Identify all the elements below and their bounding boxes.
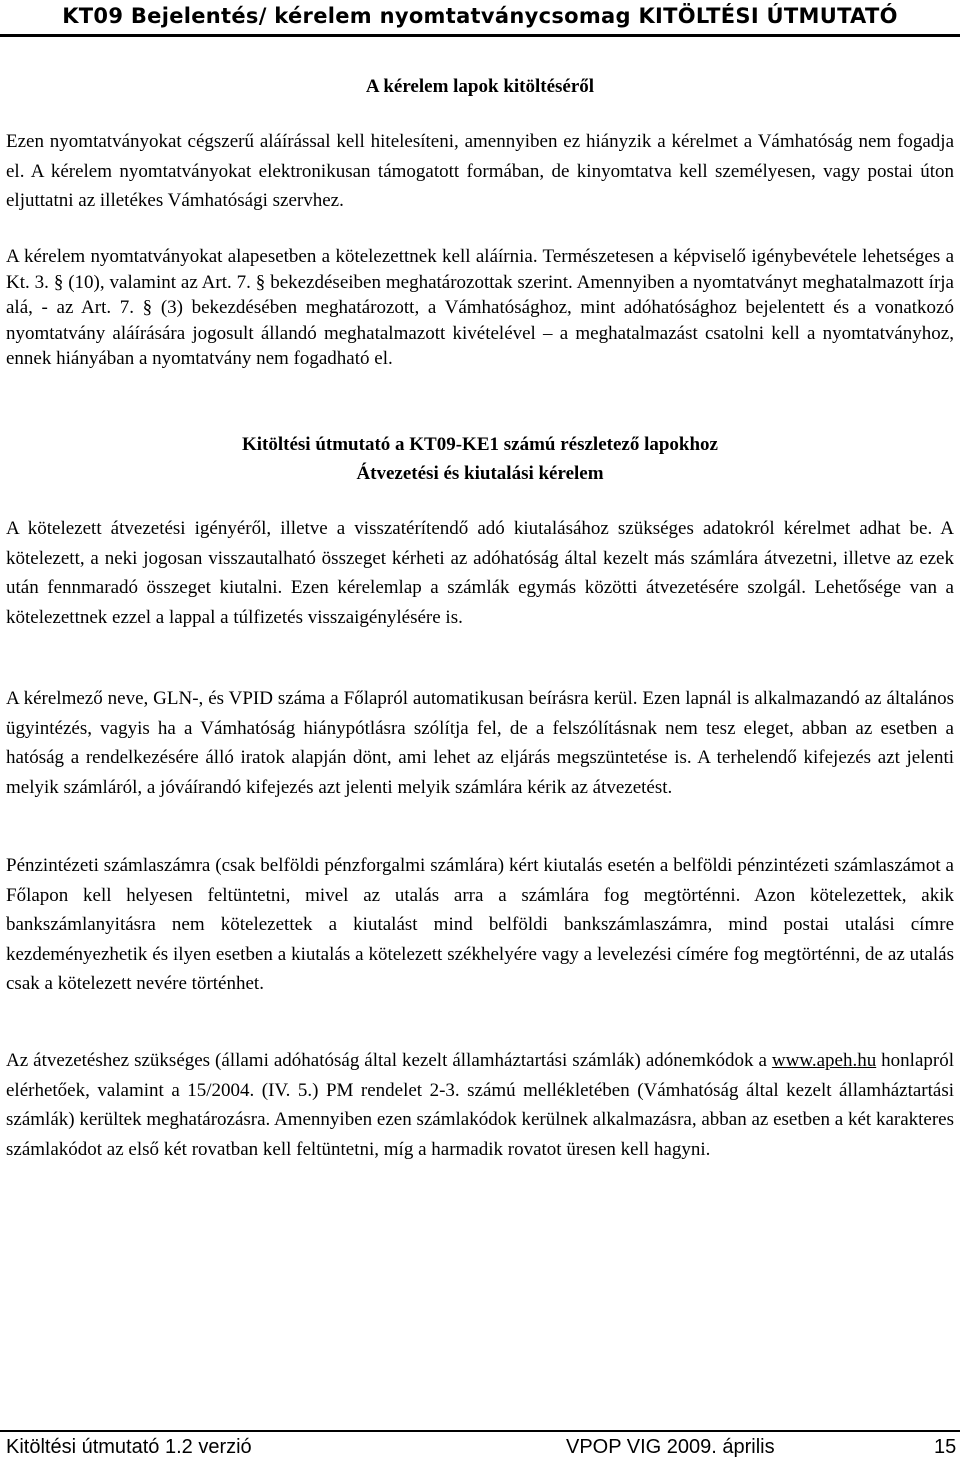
footer-date: VPOP VIG 2009. április xyxy=(566,1436,775,1458)
tax-codes-text-end: honlapról elérhetőek, valamint a 15/2004. (IV. 5.) PM rendelet 2-3. számú mellékletében (Vámhatóság által kezelt államháztartási számlák) kerültek meghatározásra. Amennyiben ezen számlakódok kerülnek alkalmazásra, abban az esetben a két karakteres számlakódot az első két rovatban kell feltüntetni, míg a harmadik rovatot üresen kell hagyni. xyxy=(6,1050,955,1160)
instructions-heading: Kitöltési útmutató a KT09-KE1 számú részletező lapokhoz xyxy=(241,434,718,455)
paragraph-signature-requirement: Ezen nyomtatványokat cégszerű aláírással kell hitelesíteni, amennyiben ez hiányzik a kérelmet a Vámhatóság nem fogadja el. A kérelem nyomtatványokat elektronikusan támogatott formában, de kinyomtatva kell személyesen, vagy postai úton eljuttatni az illetékes Vámhatósági szervhez. xyxy=(6,131,954,211)
footer-version: Kitöltési útmutató 1.2 verzió xyxy=(6,1436,252,1458)
footer-divider xyxy=(0,1430,960,1432)
document-header-title: KT09 Bejelentés/ kérelem nyomtatványcsomag KITÖLTÉSI ÚTMUTATÓ xyxy=(62,4,898,28)
form-title-heading: Átvezetési és kiutalási kérelem xyxy=(356,463,604,484)
page-number: 15 xyxy=(934,1436,957,1458)
apeh-website-link[interactable]: www.apeh.hu xyxy=(771,1050,877,1071)
paragraph-applicant-data: A kérelmező neve, GLN-, és VPID száma a Főlapról automatikusan beírásra kerül. Ezen lapnál is alkalmazandó az általános ügyintézés, vagyis ha a Vámhatóság hiánypótlásra szólítja fel, de a felszólításnak nem tesz eleget, abban az esetben a hatóság a rendelkezésére álló iratok alapján dönt, ami lehet az eljárás megszüntetése is. A terhelendő kifejezés azt jelenti melyik számláról, a jóváírandó kifejezés azt jelenti melyik számlára kérik az átvezetést. xyxy=(6,688,954,798)
tax-codes-text-start: Az átvezetéshez szükséges (állami adóhatóság által kezelt államháztartási számlák) adónemkódok a xyxy=(6,1050,772,1071)
paragraph-bank-account: Pénzintézeti számlaszámra (csak belföldi pénzforgalmi számlára) kért kiutalás esetén a belföldi pénzintézeti számlaszámot a Főlapon kell helyesen feltüntetni, mivel az utalás arra a számlára fog megtörténni. Azon kötelezettek, akik bankszámlanyitásra nem kötelezettek a kiutalást mind belföldi bankszámlaszámra, mind postai utalási címre kezdeményezhetik és ilyen esetben a kiutalás a kötelezett székhelyére vagy a levelezési címére fog megtörténni, de az utalás csak a kötelezett nevére történhet. xyxy=(6,855,954,994)
paragraph-tax-codes xyxy=(6,1046,954,1164)
paragraph-signatory-rules: A kérelem nyomtatványokat alapesetben a kötelezettnek kell aláírnia. Természetesen a képviselő igénybevétele lehetséges a Kt. 3. § (10), valamint az Art. 7. § bekezdéseiben meghatározottak szerint. Amennyiben a nyomtatványt meghatalmazott írja alá, - az Art. 7. § (3) bekezdésében meghatározott, a Vámhatósághoz, mint adóhatósághoz bejelentett és a vonatkozó nyomtatvány aláírására jogosult állandó meghatalmazott kivételével – a meghatalmazást csatolni kell a nyomtatványhoz, ennek hiányában a nyomtatvány nem fogadható el. xyxy=(6,246,954,369)
section-heading: A kérelem lapok kitöltéséről xyxy=(365,76,595,97)
paragraph-transfer-request: A kötelezett átvezetési igényéről, illetve a visszatérítendő adó kiutalásához szükséges adatokról kérelmet adhat be. A kötelezett, a neki jogosan visszautalható összeget kérheti az adóhatóság által kezelt más számlára átvezetni, illetve az ezek után fennmaradó összeget kiutalni. Ezen kérelemlap a számlák egymás közötti átvezetésére szolgál. Lehetősége van a kötelezettnek ezzel a lappal a túlfizetés visszaigénylésére is. xyxy=(6,518,954,628)
header-divider xyxy=(0,34,960,37)
